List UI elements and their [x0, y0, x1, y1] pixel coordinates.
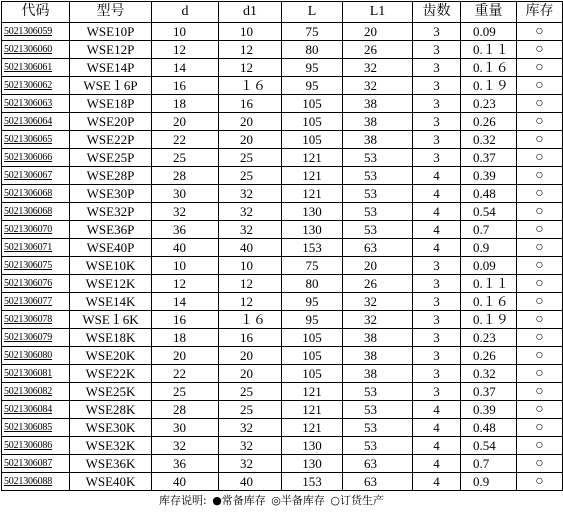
d1-cell: 12 [219, 41, 282, 59]
table-row [2, 23, 563, 41]
l-cell: 105 [282, 131, 343, 149]
stock-status-cell: ○ [517, 77, 563, 95]
l1-cell: 32 [343, 311, 413, 329]
teeth-cell: 3 [413, 41, 461, 59]
code-cell[interactable]: 5021306065 [2, 131, 70, 149]
table-row [2, 203, 563, 221]
weight-cell: 0.37 [461, 149, 517, 167]
teeth-cell: 4 [413, 473, 461, 491]
stock-status-cell: ○ [517, 311, 563, 329]
d1-cell: 20 [219, 113, 282, 131]
model-cell: WSE40P [70, 239, 152, 257]
weight-cell: 0.48 [461, 419, 517, 437]
teeth-cell: 3 [413, 23, 461, 41]
stock-status-cell: ○ [517, 221, 563, 239]
d-cell: 14 [152, 59, 219, 77]
teeth-cell: 3 [413, 113, 461, 131]
d1-cell: 40 [219, 473, 282, 491]
code-cell[interactable]: 5021306076 [2, 275, 70, 293]
teeth-cell: 4 [413, 167, 461, 185]
table-row [2, 131, 563, 149]
l1-cell: 63 [343, 455, 413, 473]
table-row [2, 95, 563, 113]
table-row [2, 185, 563, 203]
table-row [2, 455, 563, 473]
d-cell: 22 [152, 131, 219, 149]
l-cell: 130 [282, 221, 343, 239]
d-cell: 14 [152, 293, 219, 311]
code-cell[interactable]: 5021306068 [2, 185, 70, 203]
l1-cell: 53 [343, 437, 413, 455]
stock-status-cell: ○ [517, 239, 563, 257]
weight-cell: 0.１６ [461, 293, 517, 311]
header-d: d [152, 2, 219, 23]
code-cell[interactable]: 5021306088 [2, 473, 70, 491]
d-cell: 12 [152, 275, 219, 293]
code-cell[interactable]: 5021306071 [2, 239, 70, 257]
l-cell: 121 [282, 149, 343, 167]
l-cell: 121 [282, 167, 343, 185]
d-cell: 25 [152, 383, 219, 401]
d1-cell: 32 [219, 455, 282, 473]
d1-cell: 32 [219, 437, 282, 455]
weight-cell: 0.32 [461, 365, 517, 383]
teeth-cell: 3 [413, 311, 461, 329]
d-cell: 10 [152, 257, 219, 275]
model-cell: WSE22P [70, 131, 152, 149]
header-teeth: 齿数 [413, 2, 461, 23]
d1-cell: 16 [219, 329, 282, 347]
d1-cell: 32 [219, 221, 282, 239]
table-row [2, 275, 563, 293]
weight-cell: 0.１１ [461, 275, 517, 293]
d-cell: 20 [152, 347, 219, 365]
teeth-cell: 3 [413, 365, 461, 383]
l1-cell: 26 [343, 275, 413, 293]
table-row [2, 293, 563, 311]
code-cell[interactable]: 5021306081 [2, 365, 70, 383]
d1-cell: 10 [219, 23, 282, 41]
model-cell: WSE30K [70, 419, 152, 437]
stock-status-cell: ○ [517, 167, 563, 185]
l1-cell: 26 [343, 41, 413, 59]
header-row [2, 2, 563, 23]
stock-legend [1, 491, 542, 511]
d-cell: 32 [152, 437, 219, 455]
d1-cell: 10 [219, 257, 282, 275]
d1-cell: 16 [219, 95, 282, 113]
weight-cell: 0.23 [461, 95, 517, 113]
weight-cell: 0.09 [461, 23, 517, 41]
teeth-cell: 4 [413, 239, 461, 257]
weight-cell: 0.09 [461, 257, 517, 275]
d-cell: 18 [152, 95, 219, 113]
stock-status-cell: ○ [517, 185, 563, 203]
d-cell: 30 [152, 419, 219, 437]
d1-cell: 40 [219, 239, 282, 257]
table-row [2, 221, 563, 239]
d1-cell: 25 [219, 167, 282, 185]
stock-status-cell: ○ [517, 23, 563, 41]
teeth-cell: 3 [413, 131, 461, 149]
teeth-cell: 4 [413, 419, 461, 437]
d1-cell: 12 [219, 275, 282, 293]
code-cell[interactable]: 5021306066 [2, 149, 70, 167]
header-l1: L1 [343, 2, 413, 23]
code-cell[interactable]: 5021306078 [2, 311, 70, 329]
d1-cell: 25 [219, 149, 282, 167]
model-cell: WSE10P [70, 23, 152, 41]
stock-status-cell: ○ [517, 203, 563, 221]
table-row [2, 311, 563, 329]
l1-cell: 20 [343, 257, 413, 275]
d-cell: 36 [152, 221, 219, 239]
table-row [2, 437, 563, 455]
stock-status-cell: ○ [517, 347, 563, 365]
stock-status-cell: ○ [517, 293, 563, 311]
model-cell: WSE28P [70, 167, 152, 185]
table-row [2, 401, 563, 419]
header-weight: 重量 [461, 2, 517, 23]
teeth-cell: 4 [413, 221, 461, 239]
l1-cell: 53 [343, 383, 413, 401]
l-cell: 95 [282, 77, 343, 95]
d1-cell: １６ [219, 77, 282, 95]
l-cell: 130 [282, 203, 343, 221]
stock-legend-semi: ◎半备库存 [271, 494, 325, 507]
table-row [2, 419, 563, 437]
stock-status-cell: ○ [517, 275, 563, 293]
d1-cell: 32 [219, 203, 282, 221]
d1-cell: 32 [219, 419, 282, 437]
l-cell: 121 [282, 419, 343, 437]
header-code: 代码 [2, 2, 70, 23]
stock-status-cell: ○ [517, 95, 563, 113]
teeth-cell: 3 [413, 383, 461, 401]
model-cell: WSE14P [70, 59, 152, 77]
l-cell: 80 [282, 275, 343, 293]
l1-cell: 32 [343, 77, 413, 95]
l-cell: 121 [282, 401, 343, 419]
teeth-cell: 3 [413, 329, 461, 347]
l1-cell: 32 [343, 59, 413, 77]
code-cell[interactable]: 5021306086 [2, 437, 70, 455]
teeth-cell: 3 [413, 257, 461, 275]
table-row [2, 383, 563, 401]
teeth-cell: 3 [413, 347, 461, 365]
stock-legend-regular: ●常备库存 [212, 494, 266, 507]
teeth-cell: 4 [413, 185, 461, 203]
d-cell: 22 [152, 365, 219, 383]
header-d1: d1 [219, 2, 282, 23]
l-cell: 153 [282, 473, 343, 491]
weight-cell: 0.7 [461, 455, 517, 473]
model-cell: WSE20P [70, 113, 152, 131]
l1-cell: 53 [343, 185, 413, 203]
l-cell: 130 [282, 437, 343, 455]
table-row [2, 365, 563, 383]
l-cell: 95 [282, 311, 343, 329]
code-cell[interactable]: 5021306064 [2, 113, 70, 131]
weight-cell: 0.１６ [461, 59, 517, 77]
weight-cell: 0.23 [461, 329, 517, 347]
weight-cell: 0.9 [461, 473, 517, 491]
weight-cell: 0.39 [461, 401, 517, 419]
l1-cell: 38 [343, 329, 413, 347]
d1-cell: 20 [219, 365, 282, 383]
weight-cell: 0.32 [461, 131, 517, 149]
l1-cell: 53 [343, 167, 413, 185]
l-cell: 105 [282, 329, 343, 347]
stock-status-cell: ○ [517, 365, 563, 383]
teeth-cell: 3 [413, 95, 461, 113]
weight-cell: 0.26 [461, 113, 517, 131]
code-cell[interactable]: 5021306079 [2, 329, 70, 347]
l1-cell: 38 [343, 95, 413, 113]
d1-cell: 25 [219, 383, 282, 401]
l-cell: 130 [282, 455, 343, 473]
stock-status-cell: ○ [517, 41, 563, 59]
l-cell: 153 [282, 239, 343, 257]
weight-cell: 0.54 [461, 203, 517, 221]
d1-cell: 20 [219, 131, 282, 149]
d-cell: 36 [152, 455, 219, 473]
model-cell: WSE12P [70, 41, 152, 59]
model-cell: WSE36P [70, 221, 152, 239]
model-cell: WSE18P [70, 95, 152, 113]
code-cell[interactable]: 5021306085 [2, 419, 70, 437]
model-cell: WSE28K [70, 401, 152, 419]
d-cell: 28 [152, 401, 219, 419]
code-cell[interactable]: 5021306070 [2, 221, 70, 239]
l-cell: 75 [282, 23, 343, 41]
teeth-cell: 4 [413, 203, 461, 221]
stock-status-cell: ○ [517, 401, 563, 419]
teeth-cell: 3 [413, 293, 461, 311]
code-cell[interactable]: 5021306082 [2, 383, 70, 401]
stock-legend-label: 库存说明: [158, 494, 207, 507]
code-cell[interactable]: 5021306061 [2, 59, 70, 77]
model-cell: WSE32P [70, 203, 152, 221]
table-row [2, 329, 563, 347]
l-cell: 105 [282, 365, 343, 383]
d1-cell: 25 [219, 401, 282, 419]
code-cell[interactable]: 5021306077 [2, 293, 70, 311]
l1-cell: 53 [343, 401, 413, 419]
table-row [2, 113, 563, 131]
weight-cell: 0.48 [461, 185, 517, 203]
weight-cell: 0.37 [461, 383, 517, 401]
model-cell: WSE14K [70, 293, 152, 311]
weight-cell: 0.１１ [461, 41, 517, 59]
table-body [2, 23, 563, 491]
l1-cell: 53 [343, 419, 413, 437]
header-l: L [282, 2, 343, 23]
code-cell[interactable]: 5021306059 [2, 23, 70, 41]
stock-legend-order: ○订货生产 [330, 494, 385, 507]
d-cell: 16 [152, 311, 219, 329]
l1-cell: 53 [343, 221, 413, 239]
model-cell: WSE20K [70, 347, 152, 365]
d1-cell: 32 [219, 185, 282, 203]
l1-cell: 53 [343, 149, 413, 167]
weight-cell: 0.39 [461, 167, 517, 185]
d-cell: 12 [152, 41, 219, 59]
table-row [2, 239, 563, 257]
table-row [2, 59, 563, 77]
l-cell: 121 [282, 383, 343, 401]
teeth-cell: 3 [413, 275, 461, 293]
table-row [2, 347, 563, 365]
stock-status-cell: ○ [517, 59, 563, 77]
table-row [2, 167, 563, 185]
table-row [2, 77, 563, 95]
stock-table-sheet [1, 1, 554, 511]
d-cell: 18 [152, 329, 219, 347]
model-cell: WSE40K [70, 473, 152, 491]
product-table [1, 1, 563, 491]
weight-cell: 0.26 [461, 347, 517, 365]
l-cell: 80 [282, 41, 343, 59]
model-cell: WSE18K [70, 329, 152, 347]
code-cell[interactable]: 5021306080 [2, 347, 70, 365]
weight-cell: 0.9 [461, 239, 517, 257]
l-cell: 121 [282, 185, 343, 203]
stock-status-cell: ○ [517, 131, 563, 149]
stock-status-cell: ○ [517, 383, 563, 401]
teeth-cell: 3 [413, 59, 461, 77]
model-cell: WSE１6K [70, 311, 152, 329]
l1-cell: 38 [343, 365, 413, 383]
l1-cell: 32 [343, 293, 413, 311]
d-cell: 40 [152, 473, 219, 491]
model-cell: WSE10K [70, 257, 152, 275]
table-row [2, 257, 563, 275]
d-cell: 40 [152, 239, 219, 257]
model-cell: WSE25K [70, 383, 152, 401]
d-cell: 30 [152, 185, 219, 203]
weight-cell: 0.7 [461, 221, 517, 239]
teeth-cell: 3 [413, 77, 461, 95]
l1-cell: 38 [343, 347, 413, 365]
code-cell[interactable]: 5021306084 [2, 401, 70, 419]
l-cell: 95 [282, 293, 343, 311]
teeth-cell: 4 [413, 455, 461, 473]
l1-cell: 38 [343, 113, 413, 131]
d1-cell: 12 [219, 293, 282, 311]
stock-status-cell: ○ [517, 437, 563, 455]
d1-cell: 12 [219, 59, 282, 77]
d-cell: 10 [152, 23, 219, 41]
stock-status-cell: ○ [517, 329, 563, 347]
weight-cell: 0.１９ [461, 77, 517, 95]
code-cell[interactable]: 5021306067 [2, 167, 70, 185]
l-cell: 105 [282, 95, 343, 113]
l1-cell: 63 [343, 473, 413, 491]
table-row [2, 149, 563, 167]
teeth-cell: 4 [413, 401, 461, 419]
code-cell[interactable]: 5021306087 [2, 455, 70, 473]
stock-status-cell: ○ [517, 257, 563, 275]
d1-cell: １６ [219, 311, 282, 329]
model-cell: WSE22K [70, 365, 152, 383]
code-cell[interactable]: 5021306075 [2, 257, 70, 275]
model-cell: WSE12K [70, 275, 152, 293]
model-cell: WSE32K [70, 437, 152, 455]
table-row [2, 41, 563, 59]
stock-status-cell: ○ [517, 473, 563, 491]
weight-cell: 0.54 [461, 437, 517, 455]
code-cell[interactable]: 5021306068 [2, 203, 70, 221]
l1-cell: 38 [343, 131, 413, 149]
stock-status-cell: ○ [517, 113, 563, 131]
stock-status-cell: ○ [517, 149, 563, 167]
teeth-cell: 3 [413, 149, 461, 167]
header-model: 型号 [70, 2, 152, 23]
code-cell[interactable]: 5021306060 [2, 41, 70, 59]
d-cell: 32 [152, 203, 219, 221]
l-cell: 105 [282, 113, 343, 131]
d-cell: 16 [152, 77, 219, 95]
weight-cell: 0.１９ [461, 311, 517, 329]
code-cell[interactable]: 5021306062 [2, 77, 70, 95]
teeth-cell: 4 [413, 437, 461, 455]
l1-cell: 53 [343, 203, 413, 221]
header-stock: 库存 [517, 2, 563, 23]
l1-cell: 20 [343, 23, 413, 41]
model-cell: WSE30P [70, 185, 152, 203]
model-cell: WSE36K [70, 455, 152, 473]
d-cell: 25 [152, 149, 219, 167]
d1-cell: 20 [219, 347, 282, 365]
stock-status-cell: ○ [517, 419, 563, 437]
table-row [2, 473, 563, 491]
model-cell: WSE25P [70, 149, 152, 167]
d-cell: 20 [152, 113, 219, 131]
l-cell: 105 [282, 347, 343, 365]
model-cell: WSE１6P [70, 77, 152, 95]
l1-cell: 63 [343, 239, 413, 257]
code-cell[interactable]: 5021306063 [2, 95, 70, 113]
l-cell: 75 [282, 257, 343, 275]
stock-status-cell: ○ [517, 455, 563, 473]
l-cell: 95 [282, 59, 343, 77]
d-cell: 28 [152, 167, 219, 185]
